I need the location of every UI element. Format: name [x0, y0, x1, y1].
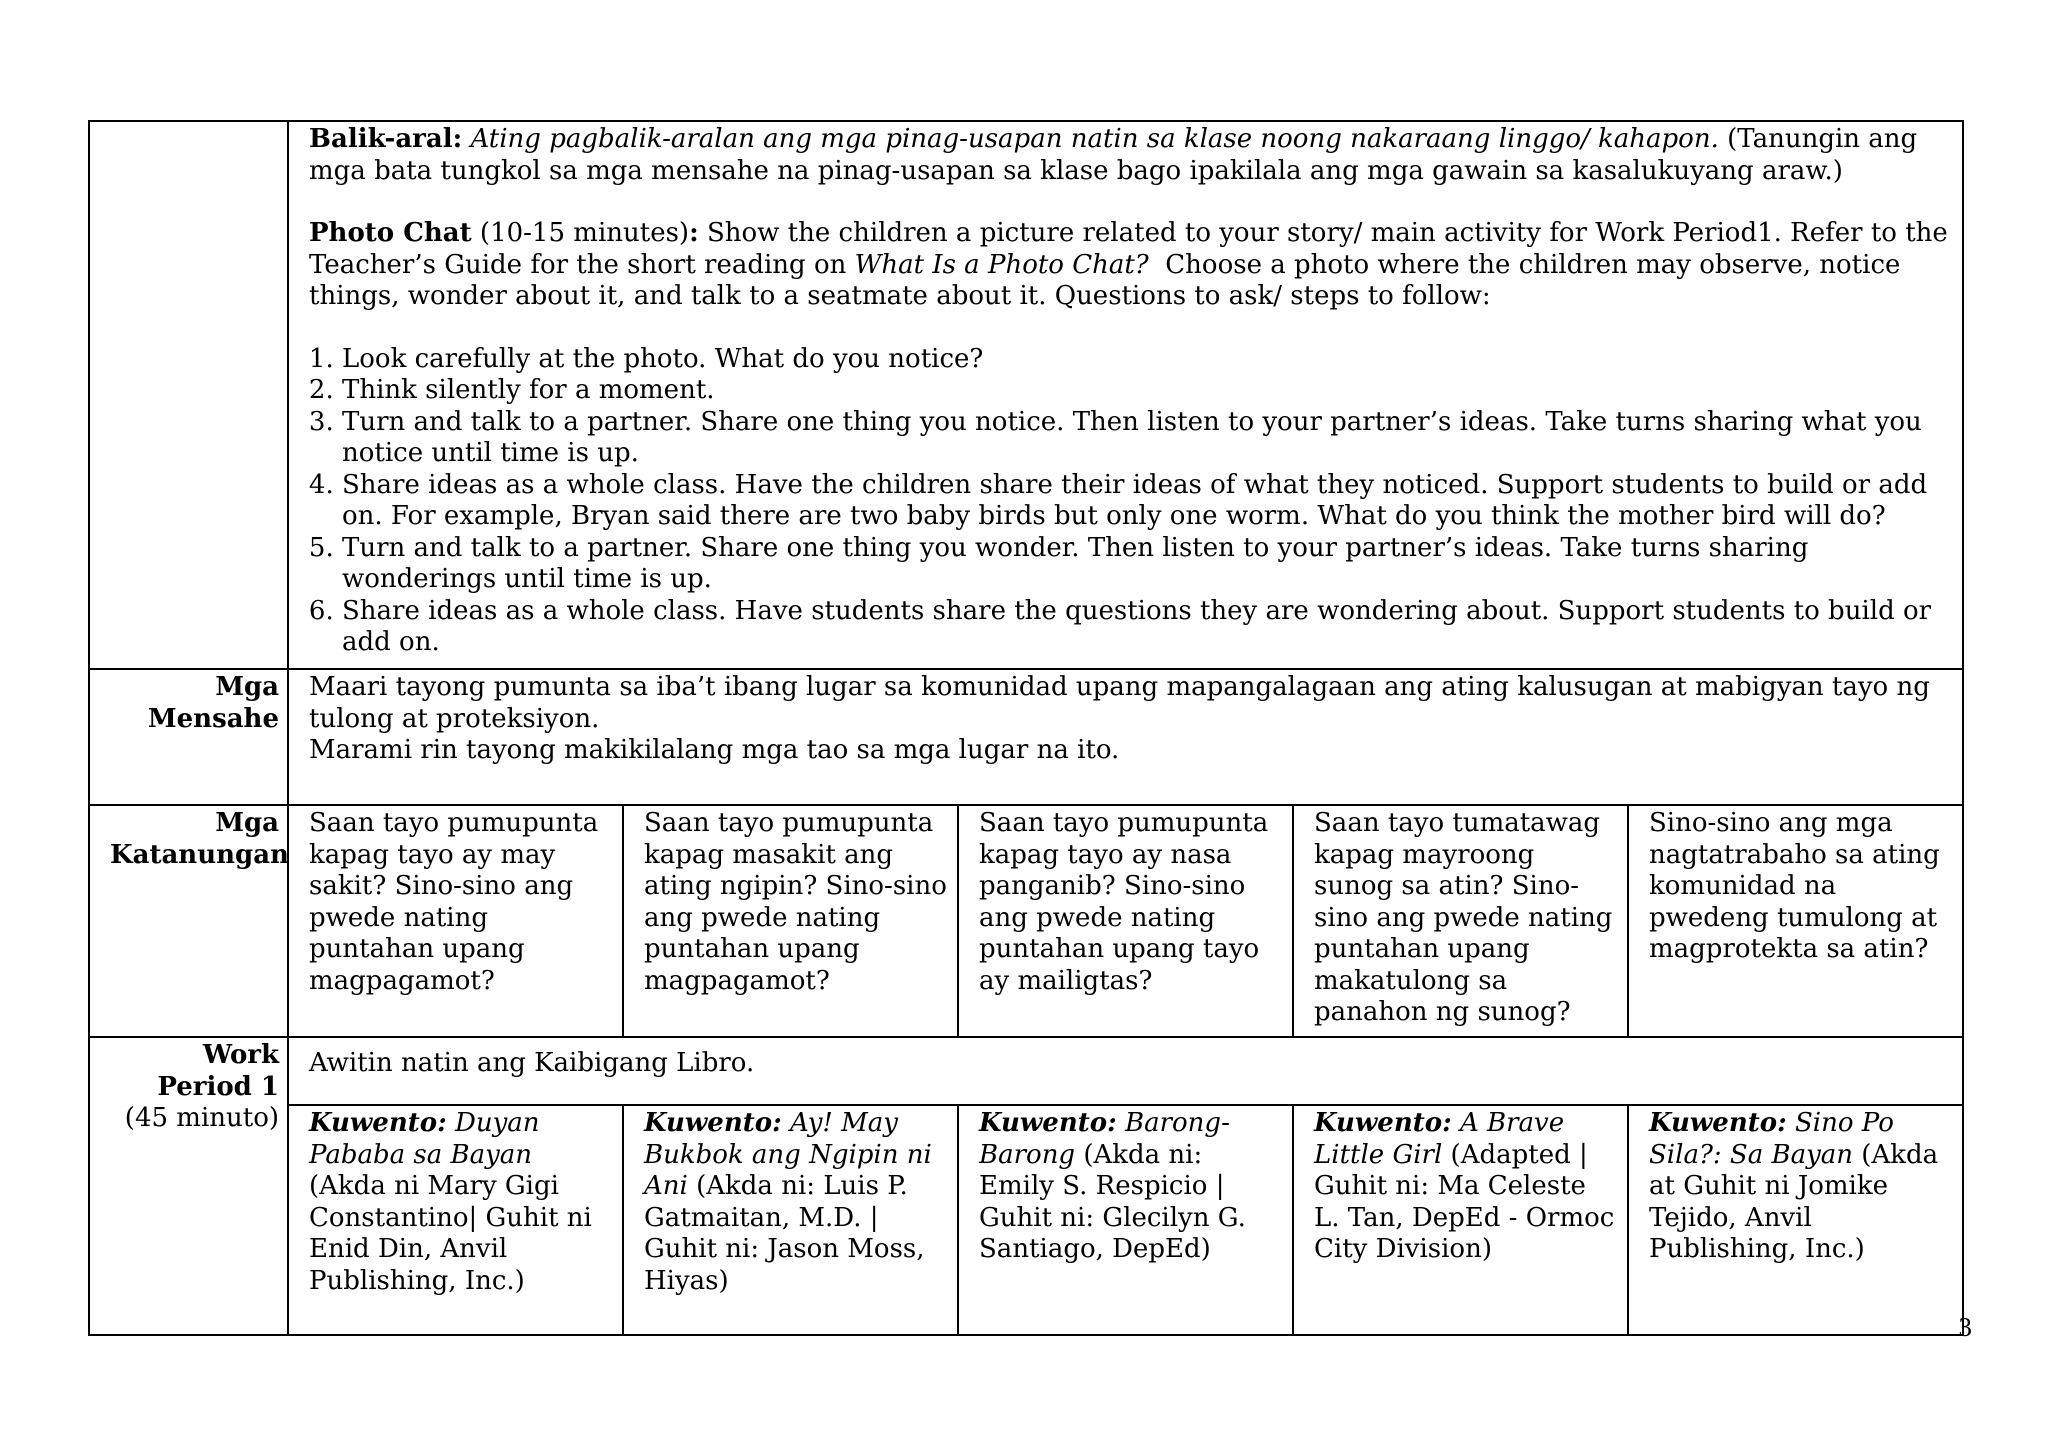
mensahe-label-cell: [89, 669, 288, 805]
story-cell: [1628, 1105, 1963, 1335]
photo-chat-label: Photo Chat: [309, 218, 472, 248]
work-period-label: Work Period 1: [157, 1040, 279, 1102]
story-title: A Brave Little Girl: [1314, 1108, 1565, 1170]
story-cell: [1293, 1105, 1628, 1335]
katanungan-label-line1: Mga: [215, 808, 279, 838]
step-item: 4. Share ideas as a whole class. Have the children share their ideas of what they noticed. Support students to build or add on. For example, Bryan said there are two baby birds but only one worm. What do you think the mother bird will do?: [342, 470, 1954, 533]
story-label: Kuwento:: [644, 1108, 782, 1138]
song-cell: Awitin natin ang Kaibigang Libro.: [288, 1037, 1963, 1105]
question-cell: Saan tayo tumatawag kapag mayroong sunog sa atin? Sino-sino ang pwede nating puntahan upang makatulong sa panahon ng sunog?: [1293, 805, 1628, 1037]
photo-chat-steps: [309, 344, 1954, 659]
story-cell: [623, 1105, 958, 1335]
photo-chat-text-2: Choose a photo where the children may observe, notice things, wonder about it, and talk to a seatmate about it. Questions to ask/ steps to follow:: [309, 249, 1901, 311]
mensahe-line-1: Maari tayong pumunta sa iba’t ibang lugar sa komunidad upang mapangalagaan ang ating kalusugan at mabigyan tayo ng tulong at proteksiyon.: [309, 672, 1930, 734]
photo-chat-text-1: Show the children a picture related to your story/ main activity for Work Period1. Refer to the Teacher’s Guide for the short reading on: [309, 218, 1948, 280]
story-title: Duyan Pababa sa Bayan: [309, 1108, 540, 1170]
question-cell: Saan tayo pumupunta kapag tayo ay nasa panganib? Sino-sino ang pwede nating puntahan upang tayo ay mailigtas?: [958, 805, 1293, 1037]
work-period-label-cell: [89, 1037, 288, 1335]
katanungan-row: [89, 805, 1963, 1037]
story-credit: (Adapted | Guhit ni: Ma Celeste L. Tan, DepEd - Ormoc City Division): [1314, 1139, 1615, 1264]
story-credit: (Akda at Guhit ni Jomike Tejido, Anvil Publishing, Inc.): [1649, 1139, 1939, 1264]
balik-aral-instruction: (Tanungin ang mga bata tungkol sa mga mensahe na pinag-usapan sa klase bago ipakilala ang mga gawain sa kasalukuyang araw.): [309, 124, 1918, 186]
step-item: 5. Turn and talk to a partner. Share one thing you wonder. Then listen to your partner’s ideas. Take turns sharing wonderings until time is up.: [342, 533, 1954, 596]
mensahe-line-2: Marami rin tayong makikilalang mga tao sa mga lugar na ito.: [309, 735, 1120, 765]
photo-chat-paragraph: [309, 218, 1954, 313]
mensahe-row: [89, 669, 1963, 805]
step-item: 2. Think silently for a moment.: [342, 375, 1954, 407]
intro-content-cell: [288, 121, 1963, 669]
story-title: Ay! May Bukbok ang Ngipin ni Ani: [644, 1108, 932, 1201]
balik-aral-label: Balik-aral:: [309, 124, 463, 154]
story-cell: [958, 1105, 1293, 1335]
story-title: Barong-Barong: [979, 1108, 1230, 1170]
question-cell: Sino-sino ang mga nagtatrabaho sa ating komunidad na pwedeng tumulong at magprotekta sa atin?: [1628, 805, 1963, 1037]
katanungan-label-line2: Katanungan: [110, 839, 289, 870]
balik-aral-italic: Ating pagbalik-aralan ang mga pinag-usapan natin sa klase noong nakaraang linggo/ kahapon.: [470, 124, 1719, 154]
story-credit: (Akda ni: Luis P. Gatmaitan, M.D. | Guhit ni: Jason Moss, Hiyas): [644, 1171, 925, 1296]
story-label: Kuwento:: [979, 1108, 1117, 1138]
mensahe-content-cell: [288, 669, 1963, 805]
story-label: Kuwento:: [309, 1108, 447, 1138]
step-item: 6. Share ideas as a whole class. Have students share the questions they are wondering about. Support students to build or add on.: [342, 596, 1954, 659]
step-item: 1. Look carefully at the photo. What do you notice?: [342, 344, 1954, 376]
work-period-song-row: [89, 1037, 1963, 1105]
question-cell: Saan tayo pumupunta kapag masakit ang ating ngipin? Sino-sino ang pwede nating puntahan upang magpagamot?: [623, 805, 958, 1037]
intro-label-cell: [89, 121, 288, 669]
lesson-plan-table: [88, 120, 1964, 1336]
photo-chat-reading-title: What Is a Photo Chat?: [854, 249, 1149, 280]
story-title: Sino Po Sila?: Sa Bayan: [1649, 1108, 1894, 1170]
story-label: Kuwento:: [1649, 1108, 1787, 1138]
story-credit: (Akda ni Mary Gigi Constantino| Guhit ni Enid Din, Anvil Publishing, Inc.): [309, 1171, 592, 1296]
story-label: Kuwento:: [1314, 1108, 1452, 1138]
photo-chat-time: (10-15 minutes): [479, 218, 690, 248]
photo-chat-colon: :: [689, 218, 699, 248]
katanungan-label-cell: [89, 805, 288, 1037]
balik-aral-paragraph: [309, 124, 1954, 187]
step-item: 3. Turn and talk to a partner. Share one thing you notice. Then listen to your partner’s ideas. Take turns sharing what you notice until time is up.: [342, 407, 1954, 470]
intro-row: [89, 121, 1963, 669]
mensahe-label-line2: Mensahe: [147, 703, 279, 734]
stories-row: [89, 1105, 1963, 1335]
work-period-duration: (45 minuto): [124, 1103, 279, 1133]
story-credit: (Akda ni: Emily S. Respicio | Guhit ni: Glecilyn G. Santiago, DepEd): [979, 1139, 1246, 1264]
story-cell: [288, 1105, 623, 1335]
question-cell: Saan tayo pumupunta kapag tayo ay may sakit? Sino-sino ang pwede nating puntahan upang magpagamot?: [288, 805, 623, 1037]
mensahe-label-line1: Mga: [215, 672, 279, 702]
page-number: 3: [1958, 1312, 1972, 1342]
